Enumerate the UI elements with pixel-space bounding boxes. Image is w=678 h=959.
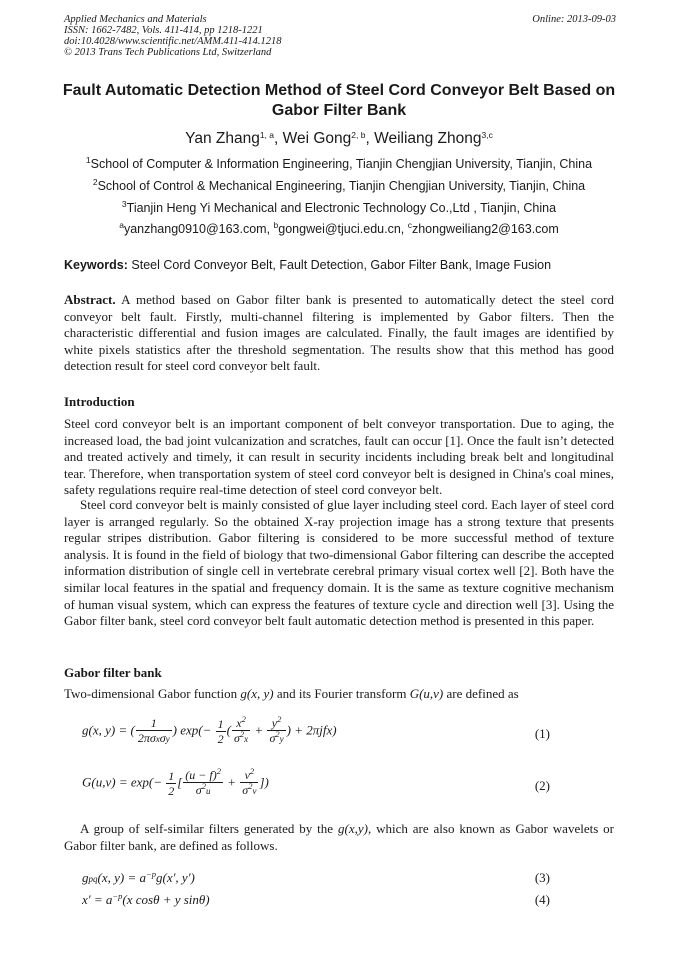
abstract (64, 292, 614, 375)
gabor-intro-text: Two-dimensional Gabor function (64, 686, 241, 701)
email-a: yanzhang0910@163.com (123, 222, 267, 236)
section-heading-introduction: Introduction (64, 394, 135, 409)
equation-3: gpq(x, $y) = a^{-p}g(x'$, y′) (3) (82, 869, 550, 885)
gabor-function-ref: g(x, y) (240, 686, 274, 701)
affiliation-sup: 1 (85, 155, 91, 165)
affiliation-3 (40, 200, 638, 216)
affiliation-text: School of Computer & Information Engineering, Tianjin Chengjian University, Tianjin, China (90, 157, 593, 171)
keywords-label: Keywords: (64, 258, 128, 272)
equation-number: (2) (534, 778, 550, 793)
issn-line: ISSN: 1662-7482, Vols. 411-414, pp 1218-1221 (64, 25, 263, 36)
doi-line: doi:10.4028/www.scientific.net/AMM.411-414.1218 (64, 36, 282, 47)
journal-header (64, 14, 616, 58)
paper-title: Fault Automatic Detection Method of Steel Cord Conveyor Belt Based on Gabor Filter Bank (62, 82, 616, 119)
affiliation-1 (40, 156, 638, 172)
gabor-intro-text: are defined as (443, 686, 519, 701)
wavelet-text: , which are also known as Gabor wavelets or Gabor filter bank, are defined as follows. (64, 821, 614, 853)
equation-4: $x' = a^{-p}(x$ cosθ + y sinθ) (4) (82, 891, 550, 907)
affiliation-sup: 3 (121, 199, 127, 209)
section-heading-gabor: Gabor filter bank (64, 665, 162, 680)
author-list: Yan Zhang$^{1, a}$, Wei Gong$^{2, b}$, Weiliang Zhong$^{3,c}$ (185, 130, 493, 147)
journal-name: Applied Mechanics and Materials (64, 14, 207, 25)
intro-paragraph-1: Steel cord conveyor belt is an important component of belt conveyor transportation. Due to aging, the increased load, the bad joint vulcanization and scratches, fault can occur [1]. Once the fault isn’t detected and treated actively and timely, it can result in security incidents including break belt and longitudinal tear. Therefore, when transportation system of steel cord conveyor belt is designed in China's coal mines, safety regulations require real-time detection of steel cord conveyor belt. (64, 416, 614, 498)
email-b: gongwei@tjuci.edu.cn (278, 222, 401, 236)
equation-2: G(u,v) = exp(− $\frac{1}{2}$ [ $\frac{(u - f)^2}{\sigma^2u}$ + $\frac{v^2}{\sigma^2v}$ ]) (2) (82, 766, 550, 798)
email-line: $^a$yanzhang0910@163.com, $^b$gongwei@tjuci.edu.cn, $^c$zhongweiliang2@163.com (119, 220, 559, 236)
author-name: Wei Gong (282, 130, 352, 147)
affiliation-text: Tianjin Heng Yi Mechanical and Electronic Technology Co.,Ltd , Tianjin, China (126, 201, 557, 215)
keywords-text: Steel Cord Conveyor Belt, Fault Detection, Gabor Filter Bank, Image Fusion (131, 258, 552, 272)
keywords (64, 257, 624, 273)
affiliation-2 (40, 178, 638, 194)
wavelet-paragraph (64, 821, 614, 854)
author-name: Yan Zhang (185, 130, 260, 147)
author-sup: 1, a (259, 130, 275, 140)
affiliation-sup: 2 (92, 177, 98, 187)
equation-number: (4) (534, 892, 550, 907)
wavelet-text: A group of self-similar filters generated by the (80, 821, 338, 836)
online-date: Online: 2013-09-03 (532, 14, 616, 25)
email-c: zhongweiliang2@163.com (411, 222, 559, 236)
author-sup: 2, b (351, 130, 366, 140)
equation-1: g(x, y) = ( $\frac{1}{\text{2πσxσy}}$ ) exp(− $\frac{1}{2}$ ( $\frac{x^2}{\sigma^2x}$ + $\frac{y^2}{\sigma^2y}$ ) + 2πjfx) (1) (82, 714, 550, 746)
equation-number: (3) (534, 870, 550, 885)
affiliation-text: School of Control & Mechanical Engineering, Tianjin Chengjian University, Tianjin, China (97, 179, 586, 193)
fourier-ref: G(u,v) (409, 686, 444, 701)
author-name: Weiliang Zhong (374, 130, 482, 147)
intro-paragraph-2: Steel cord conveyor belt is mainly consisted of glue layer including steel cord. Each layer of steel cord layer is arranged regularly. So the obtained X-ray projection image has a strong texture that presents regular stripes distribution. Gabor filtering is considered to be more successful method of texture analysis. It is found in the field of biology that two-dimensional Gabor filtering can describe the accepted information distribution of single cell in vertebrate cerebral primary visual cortex well [2]. Both have the similar local features in the spatial and frequency domain. It is the same as texture cognitive mechanism of human visual system, which can express the features of texture cycle and direction well [3]. Using the Gabor filter bank, steel cord conveyor belt fault automatic detection method is presented in this paper. (64, 497, 614, 629)
abstract-label: Abstract. (64, 292, 116, 307)
abstract-text: A method based on Gabor filter bank is presented to automatically detect the steel cord conveyor belt fault. Firstly, multi-channel filtering is implemented by Gabor filters. Then the characteristic differential and fusion images are calculated. Finally, the fault images are identified by white pixels statistics after the threshold segmentation. The results show that this method has good detection result for steel cord conveyor belt fault. (64, 292, 614, 374)
gabor-intro-text: and its Fourier transform (273, 686, 410, 701)
copyright-line: © 2013 Trans Tech Publications Ltd, Switzerland (64, 47, 272, 58)
author-sup: 3,c (481, 130, 493, 140)
gabor-intro (64, 686, 614, 703)
function-ref: g(x,y) (337, 821, 368, 836)
equation-number: (1) (534, 726, 550, 741)
